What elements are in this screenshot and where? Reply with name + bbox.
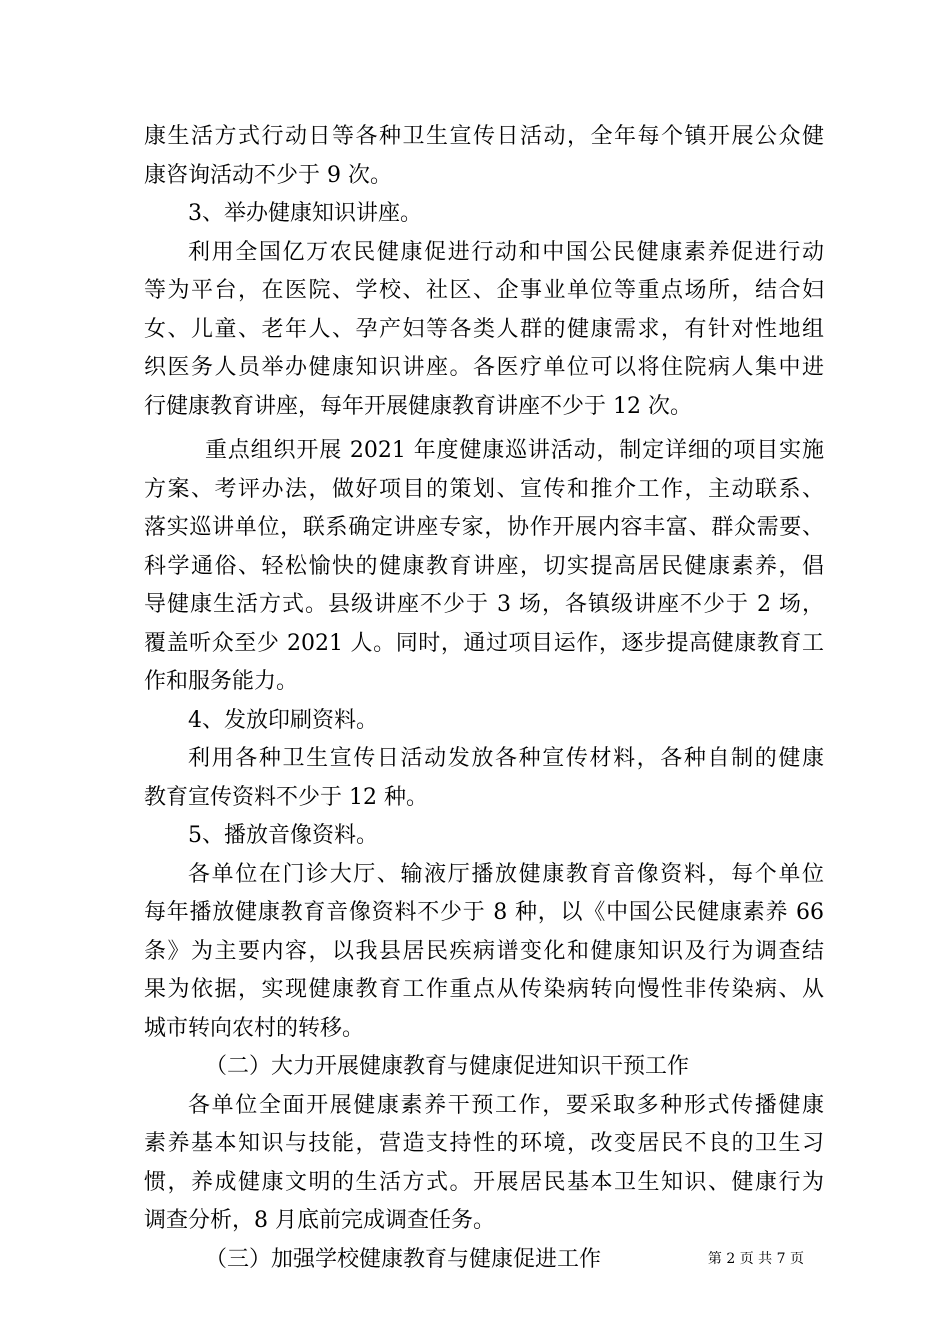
text-line: 教育宣传资料不少于 12 种。 [144,784,428,810]
text-line: 果为依据，实现健康教育工作重点从传染病转向慢性非传染病、从 [144,977,824,1002]
text-line: 重点组织开展 2021 年度健康巡讲活动，制定详细的项目实施 [205,438,824,463]
text-line: 条》为主要内容，以我县居民疾病谱变化和健康知识及行为调查结 [144,938,824,964]
text-line: 惯，养成健康文明的生活方式。开展居民基本卫生知识、健康行为 [144,1169,824,1195]
text-line: 导健康生活方式。县级讲座不少于 3 场，各镇级讲座不少于 2 场， [144,592,824,617]
section-heading: 4、发放印刷资料。 [188,707,378,733]
section-heading: （二）大力开展健康教育与健康促进知识干预工作 [205,1054,690,1079]
text-line: 科学通俗、轻松愉快的健康教育讲座，切实提高居民健康素养，倡 [144,553,824,579]
text-line: 女、儿童、老年人、孕产妇等各类人群的健康需求，有针对性地组 [144,316,824,342]
text-line: 各单位在门诊大厅、输液厅播放健康教育音像资料，每个单位 [188,861,824,887]
text-line: 利用各种卫生宣传日活动发放各种宣传材料，各种自制的健康 [188,746,824,771]
text-line: 每年播放健康教育音像资料不少于 8 种，以《中国公民健康素养 66 [144,900,824,925]
text-line: 素养基本知识与技能，营造支持性的环境，改变居民不良的卫生习 [144,1131,824,1156]
section-heading: 5、播放音像资料。 [188,823,378,848]
text-line: 落实巡讲单位，联系确定讲座专家，协作开展内容丰富、群众需要、 [144,515,824,540]
text-line: 城市转向农村的转移。 [144,1015,365,1041]
text-line: 作和服务能力。 [144,669,299,694]
text-line: 织医务人员举办健康知识讲座。各医疗单位可以将住院病人集中进 [144,355,824,380]
text-line: 行健康教育讲座，每年开展健康教育讲座不少于 12 次。 [144,393,692,419]
text-line: 康生活方式行动日等各种卫生宣传日活动，全年每个镇开展公众健 [144,124,824,149]
text-line: 调查分析，8 月底前完成调查任务。 [144,1208,495,1233]
text-line: 方案、考评办法，做好项目的策划、宣传和推介工作，主动联系、 [144,476,824,502]
section-heading: （三）加强学校健康教育与健康促进工作 [205,1246,602,1272]
document-body [144,118,824,1279]
page-number: 第 2 页 共 7 页 [707,1251,804,1267]
text-line: 康咨询活动不少于 9 次。 [144,162,392,188]
text-line: 各单位全面开展健康素养干预工作，要采取多种形式传播健康 [188,1092,824,1118]
section-heading: 3、举办健康知识讲座。 [188,201,422,226]
text-line: 等为平台，在医院、学校、社区、企事业单位等重点场所，结合妇 [144,278,824,303]
text-line: 利用全国亿万农民健康促进行动和中国公民健康素养促进行动 [188,239,824,265]
text-line: 覆盖听众至少 2021 人。同时，通过项目运作，逐步提高健康教育工 [144,630,824,656]
